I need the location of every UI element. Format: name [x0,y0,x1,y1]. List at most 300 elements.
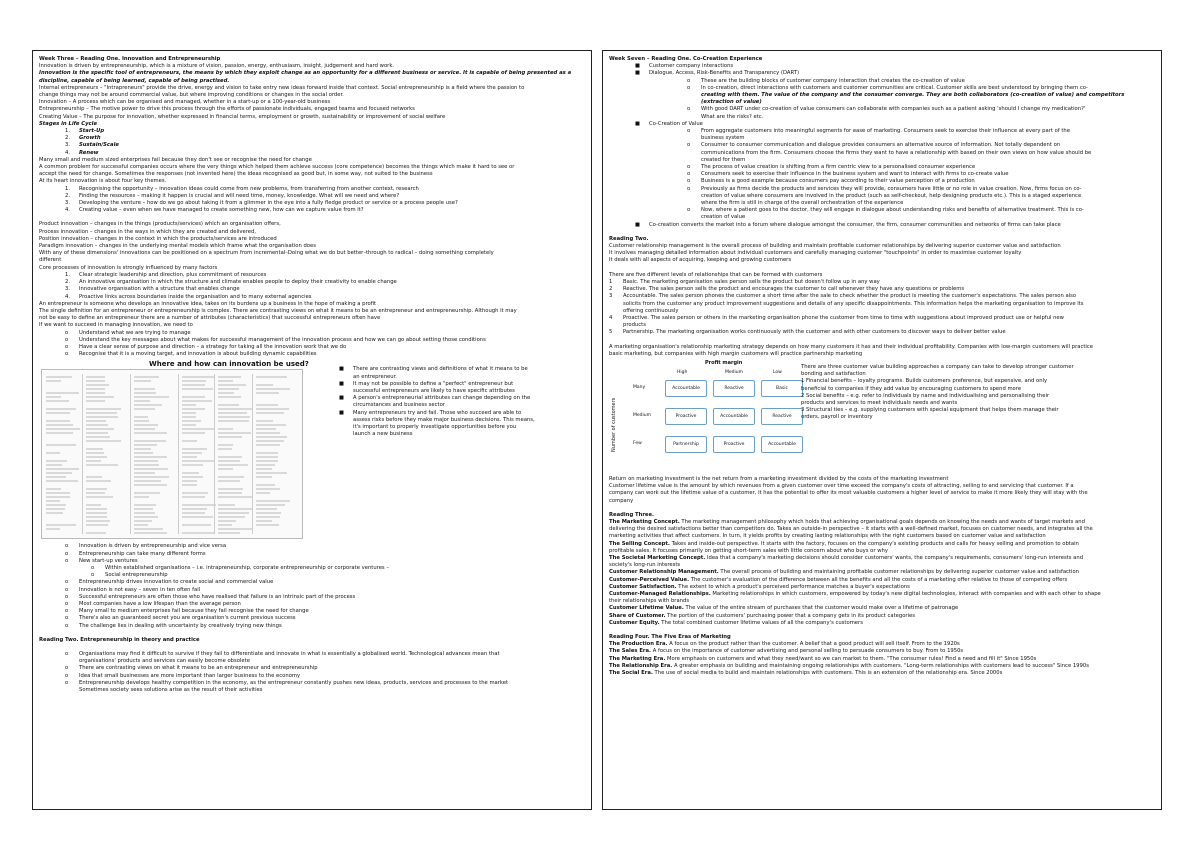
table-text-stroke [134,520,152,522]
co-creation-bullet [609,150,1155,157]
matrix-row-label: Medium [633,412,651,418]
table-text-stroke [134,448,151,450]
spacer [609,265,1155,272]
table-text-stroke [256,420,273,422]
table-text-stroke [182,452,202,454]
concept-text: profitable sales. It focuses primarily on getting short-term sales with little concern about who buys or why [609,547,888,554]
theory-bullet [39,673,585,680]
table-text-stroke [134,428,155,430]
side-note [339,381,589,388]
para-line: A common problem for successful companies occurs where the very things which helped them achieve success (core competence) becomes the things which make it hard to see or [39,164,515,171]
table-text-stroke [256,524,279,526]
concept-text: The overall process of building and maintaining profitable customer relationships by delivering superior customer value and satisfaction [718,569,1079,576]
table-text-stroke [256,432,280,434]
co-creation-bullet [609,164,1155,171]
concept-definition [609,519,1155,526]
era-item [609,663,1155,670]
item-text: From aggregate customers into meaningful segments for ease of marketing. Consumers seek to exercise their influence at every part of the [701,128,1070,135]
theme-item [39,186,585,193]
table-text-stroke [182,512,205,514]
table-text-stroke [134,444,157,446]
table-text-stroke [218,404,239,406]
side-note [339,424,589,431]
side-note [339,366,589,373]
table-text-stroke [86,448,103,450]
table-text-stroke [86,496,113,498]
co-creation-bullet [609,171,1155,178]
concept-text: Marketing relationships in which customers, empowered by today's new digital technologies, interact with companies and with each other to shape [710,590,1101,597]
item-text: where the firm is still in charge of the overall orchestration of the experience [701,200,904,207]
table-text-stroke [134,508,153,510]
concept-text: The extent to which a product's perceived performance matches a buyer's expectations [676,583,910,590]
table-text-stroke [86,492,105,494]
co-creation-bullet [609,178,1155,185]
table-text-stroke [46,380,61,382]
table-text-stroke [134,404,162,406]
table-divider [178,374,179,534]
item-text: Successful entrepreneurs are often those who have realised that failure is an intrinsic part of the process [79,593,356,600]
bullet-icon: o [65,351,69,358]
table-text-stroke [182,396,205,398]
item-text: Basic. The marketing organisation sales person sells the product but doesn't follow up in any way [623,278,880,285]
concept-text: The value of the entire stream of purchases that the customer would make over a lifetime of patronage [683,605,959,612]
concept-definition [609,533,1155,540]
table-text-stroke [134,460,158,462]
table-text-stroke [256,508,277,510]
roi-line: company [609,497,634,504]
bullet-icon: o [65,593,69,600]
bullet-icon: ■ [635,221,640,228]
item-text: Reactive. The sales person sells the product and encourages the customer to call whenever they have any questions or problems [623,286,965,293]
concept-definition [609,605,1155,612]
bullet-icon: o [65,557,69,564]
era-term: The Marketing Era. [609,655,666,662]
table-text-stroke [46,480,78,482]
bullet-icon: o [65,665,69,672]
co-creation-bullet [609,222,1155,229]
table-text-stroke [256,472,287,474]
bullet-icon: o [65,608,69,615]
concept-term: Customer Equity. [609,619,660,626]
item-text: It may not be possible to define a "perfect" entrepreneur but [353,380,514,387]
table-text-stroke [86,516,107,518]
intro-line: change things may not be around commercial value, but where improving conditions or changes in the social order. [39,92,344,99]
page-heading: Week Seven – Reading One. Co-Creation Experience [609,56,763,62]
concept-definition [609,569,1155,576]
theme-item [39,193,585,200]
table-text-stroke [182,428,215,430]
table-text-stroke [218,468,233,470]
roi-line: Return on marketing investment is the net return from a marketing investment divided by the costs of the marketing investment [609,475,949,482]
co-creation-bullet [609,99,1155,106]
bullet-icon: o [65,336,69,343]
intro-line: Innovation is the specific tool of entrepreneurs, the means by which they exploit change as an opportunity for a different business or service. It is capable of being presented as a [39,70,572,77]
summary-bullet [39,558,585,565]
table-text-stroke [256,436,287,438]
bullet-icon: o [65,329,69,336]
innovation-type-line: Process innovation – changes in the ways in which they are created and delivered, [39,228,257,235]
table-text-stroke [134,420,149,422]
table-text-stroke [256,444,280,446]
concept-term: Share of Customer. [609,612,666,619]
table-text-stroke [218,388,239,390]
item-text: Entrepreneurship drives innovation to create social and commercial value [79,579,274,586]
table-text-stroke [86,400,105,402]
bullet-icon: o [65,600,69,607]
bullet-icon: o [65,543,69,550]
table-text-stroke [46,376,72,378]
table-text-stroke [86,508,107,510]
table-text-stroke [86,388,105,390]
table-text-stroke [256,440,284,442]
table-text-stroke [86,416,118,418]
concept-definition [609,562,1155,569]
left-page [32,50,592,810]
era-term: The Relationship Era. [609,662,673,669]
item-number: 3. [65,142,71,149]
bullet-icon: o [65,622,69,629]
table-text-stroke [256,376,287,378]
table-text-stroke [134,456,167,458]
co-creation-bullet [609,78,1155,85]
item-text: Organisations may find it difficult to survive if they fail to differentiate and innovate in what is essentially a globalised world. Technological advances mean that [79,650,500,657]
co-creation-bullet [609,157,1155,164]
bullet-icon: o [687,142,691,149]
approach-line: 1 Financial benefits – loyalty programs. Builds customers preference, but expensive, and only [801,378,1048,385]
item-text: created for them [701,156,746,163]
bullet-icon: ■ [339,395,344,402]
bullet-icon: o [687,77,691,84]
table-text-stroke [134,532,167,534]
concept-text: The marketing management philosophy which holds that achieving organisational goals depends on knowing the needs and wants of target markets and [679,518,1085,525]
table-text-stroke [182,376,215,378]
co-creation-bullet [609,128,1155,135]
table-text-stroke [256,384,273,386]
concept-definition [609,526,1155,533]
table-text-stroke [218,392,234,394]
item-text: The process of value creation is shifting from a firm centric view to a personalised consumer experience [701,164,976,171]
approach-line: 2 Social benefits – e.g. refer to individuals by name and individualising and personalising their [801,392,1050,399]
table-text-stroke [218,512,249,514]
item-number: 4. [65,207,71,214]
table-text-stroke [134,432,167,434]
table-text-stroke [46,496,70,498]
side-note [339,395,589,402]
entrepreneur-line: not be easy to define an entrepreneur there are a number of attributes (characteristics) that successful entrepreneurs often have [39,315,381,322]
item-text: Recognise that it is a moving target, and innovation is about building dynamic capabilities [79,351,317,358]
item-number: 2. [65,279,71,286]
innovation-type-line: Core processes of innovation is strongly influenced by many factors [39,264,218,271]
co-creation-bullet [609,70,1155,77]
need-item [39,330,585,337]
table-text-stroke [134,472,155,474]
item-text: organisations' products and services can easily become obsolete [79,658,250,665]
table-text-stroke [256,488,280,490]
section-heading: Reading Three. [609,511,655,518]
table-text-stroke [182,424,196,426]
bullet-icon: ■ [339,380,344,387]
table-text-stroke [218,456,242,458]
item-text: Sometimes society sees solutions arise as the result of their activities [79,686,263,693]
table-text-stroke [134,400,150,402]
co-creation-bullet [609,63,1155,70]
concept-definition [609,548,1155,555]
table-text-stroke [256,464,275,466]
table-text-stroke [182,388,213,390]
stage-item [39,150,585,157]
concept-definition [609,591,1155,598]
co-creation-bullet [609,135,1155,142]
spacer [609,229,1155,236]
table-text-stroke [182,480,197,482]
item-text: Many entrepreneurs try and fail. Those who succeed are able to [353,409,522,416]
item-text: Understand what we are trying to manage [79,329,191,336]
item-text: Proactive links across boundaries inside the organisation and to many external agencies [79,293,312,300]
approach-line: beneficial to companies if they add value by encouraging customers to spend more [801,385,1022,392]
item-number: 3. [65,200,71,207]
matrix-cell: Proactive [665,408,707,425]
table-text-stroke [134,376,159,378]
table-text-stroke [46,524,76,526]
table-text-stroke [46,488,61,490]
summary-bullet [39,623,585,630]
era-item [609,648,1155,655]
spacer [39,630,585,637]
intro-line: Creating Value – The purpose for innovation, whether expressed in financial terms, employment or growth, sustainability or improvement of social welfare [39,113,446,120]
concept-definition [609,541,1155,548]
bullet-icon: ■ [339,409,344,416]
table-text-stroke [46,424,73,426]
matrix-column-label: Low [773,369,782,375]
concept-text: Idea that a company's marketing decisions should consider customers' wants, the company's requirements, consumers' long-run interests and [705,554,1084,561]
item-text: Most companies have a low lifespan than the average person [79,600,241,607]
summary-bullet [39,615,585,622]
table-text-stroke [256,392,279,394]
item-text: Business is a good example because consumers pay according to their value perception of a production [701,178,975,185]
table-text-stroke [256,460,278,462]
table-text-stroke [218,460,240,462]
table-text-stroke [182,484,197,486]
table-text-stroke [218,384,246,386]
item-number: 4. [65,149,71,156]
side-note [339,374,589,381]
intro-line: discipline, capable of being learned, capable of being practised. [39,77,230,84]
levels-intro: There are five different levels of relationships that can be formed with customers [609,271,823,278]
era-term: The Social Era. [609,670,653,676]
item-text: it's important to properly investigate opportunities before you [353,423,517,430]
summary-bullet [39,543,585,550]
spacer [39,644,585,651]
intro-line: Internal entrepreneurs – "Intrapreneurs" provide the drive, energy and vision to take entry new ideas forward inside that context. Social entrepreneurship is a field where the passion to [39,84,525,91]
table-text-stroke [182,384,205,386]
summary-bullet [39,565,585,572]
table-text-stroke [256,516,280,518]
table-text-stroke [182,440,197,442]
table-text-stroke [218,508,252,510]
bullet-icon: o [687,164,691,171]
table-text-stroke [134,380,151,382]
matrix-cell: Accountable [713,408,755,425]
item-text: Dialogue, Access, Risk-Benefits and Transparency (DART) [649,70,800,77]
table-text-stroke [46,452,60,454]
table-text-stroke [256,492,270,494]
table-text-stroke [256,452,278,454]
table-text-stroke [182,416,196,418]
item-text: Social entrepreneurship [105,572,168,579]
level-item [609,329,1155,336]
theme-item [39,207,585,214]
factor-item [39,279,585,286]
crm-line: It involves managing detailed information about individual customers and carefully managing customer "touchpoints" in order to maximise customer loyalty [609,250,1022,257]
bullet-icon: o [65,679,69,686]
table-text-stroke [182,460,215,462]
approach-line: products and services to meet individuals needs and wants [801,399,958,406]
item-text: Idea that small businesses are more important than larger business to the economy [79,672,301,679]
approach-line: 3 Structural ties – e.g. supplying customers with special equipment that helps them manage their [801,407,1059,414]
table-text-stroke [256,500,290,502]
table-text-stroke [218,432,251,434]
matrix-column-label: Medium [725,369,743,375]
item-text: There are contrasting views on what it means to be an entrepreneur and entrepreneurship [79,665,318,672]
table-text-stroke [86,440,121,442]
item-text: Now, where a patient goes to the doctor, they will engage in dialogue about understanding risks and benefits of alternative treatment. This is co- [701,207,1084,214]
table-text-stroke [86,460,101,462]
table-text-stroke [218,444,233,446]
item-text: Partnership. The marketing organisation works continuously with the customer and with other customers to discover ways to deliver better value [623,329,1006,336]
concept-text: The total combined customer lifetime values of all the company's customers [659,619,863,626]
matrix-row-label: Few [633,440,642,446]
table-text-stroke [46,508,65,510]
table-divider [130,374,131,534]
table-text-stroke [86,476,102,478]
spacer [609,627,1155,634]
bullet-icon: o [687,106,691,113]
table-text-stroke [86,412,117,414]
table-text-stroke [182,404,196,406]
table-text-stroke [46,492,70,494]
level-item [609,279,1155,286]
table-text-stroke [46,420,70,422]
table-text-stroke [134,392,156,394]
bullet-icon: o [65,650,69,657]
level-item [609,301,1155,308]
item-text: Entrepreneurship develops healthy competition in the economy, as the entrepreneur constantly pushes new ideas, products, services and processes to the market [79,679,509,686]
item-text: Co-Creation of Value [649,120,703,127]
roi-line: Customer lifetime value is the amount by which revenues from a given customer over time exceed the company's costs of attracting, selling to and servicing that customer. If a [609,483,1074,490]
intro-line: Stages in Life Cycle [39,120,98,127]
bullet-icon: ■ [635,120,640,127]
table-text-stroke [86,512,107,514]
era-text: The use of social media to build and maintain relationships with customers. This is an extension of the relationship era. Since 2000s [652,670,1003,676]
table-text-stroke [134,452,153,454]
matrix-cell: Accountable [761,436,803,453]
level-item [609,308,1155,315]
item-text: assess risks before they make major business decisions. This means, [353,416,535,423]
item-text: With good DART under co-creation of value consumers can collaborate with companies such as a patient asking 'should I change my medication?' [701,106,1086,113]
item-text: Renew [79,149,99,156]
item-text: (extraction of value) [701,99,762,106]
bullet-icon: o [687,207,691,214]
table-text-stroke [46,528,60,530]
concept-text: delivering the desired satisfactions better than competitors do. Takes an outside-in perspective – it starts with a well-defined market, focuses on customer needs, and integrates all the [609,526,1093,533]
item-text: Entrepreneurship can take many different forms [79,550,206,557]
table-text-stroke [182,472,199,474]
item-text: An innovative organisation in which the structure and climate enables people to deploy their creativity to enable change [79,279,397,286]
table-text-stroke [134,496,149,498]
table-text-stroke [182,380,206,382]
matrix-cell: Partnership [665,436,707,453]
bullet-icon: o [65,550,69,557]
summary-bullet [39,601,585,608]
para-line: Many small and medium sized enterprises fail because they don't see or recognise the need for change [39,156,312,163]
table-text-stroke [86,488,107,490]
bullet-icon: o [65,672,69,679]
item-text: Innovative organisation with a structure that enables change [79,286,240,293]
table-text-stroke [134,424,158,426]
item-text: Sustain/Scale [79,142,119,149]
table-text-stroke [134,468,168,470]
level-item [609,315,1155,322]
table-text-stroke [86,452,104,454]
table-text-stroke [86,520,110,522]
table-text-stroke [86,424,108,426]
bullet-icon: o [687,84,691,91]
table-text-stroke [46,392,79,394]
table-text-stroke [86,392,105,394]
table-text-stroke [46,464,62,466]
era-item [609,656,1155,663]
table-text-stroke [86,396,114,398]
concept-definition [609,613,1155,620]
table-text-stroke [46,428,80,430]
table-divider [82,374,83,534]
co-creation-bullet [609,92,1155,99]
concept-text: their relationships with brands [609,598,690,605]
item-text: Proactive. The sales person or others in the marketing organisation phone the customer from time to time with suggestions about improved product use or helpful new [623,314,1064,321]
table-text-stroke [134,516,158,518]
need-item [39,351,585,358]
figure-table-image [41,369,303,539]
table-text-stroke [256,468,272,470]
item-text: solicits from the customer any product improvement suggestions and details of any specific disappointments. This information helps the marketing organisation to improve its [623,300,1084,307]
table-text-stroke [134,504,156,506]
table-text-stroke [134,480,161,482]
item-text: Have a clear sense of purpose and direction – a strategy for taking all the innovation work that we do [79,343,347,350]
table-text-stroke [86,504,101,506]
matrix-title: Profit margin [705,359,743,366]
section-heading: Reading Two. [609,235,649,242]
item-text: Recognising the opportunity – innovation ideas could come from new problems, from transferring from another context, research [79,185,419,192]
need-item [39,344,585,351]
para-line: At its heart innovation is about four key themes. [39,178,167,185]
item-text: Developing the venture – how do we go about taking it from a glimmer in the eye into a fully fledge product or service or a process people use? [79,200,458,207]
table-divider [252,374,253,534]
co-creation-bullet [609,200,1155,207]
table-text-stroke [86,376,105,378]
table-text-stroke [218,532,240,534]
bullet-icon: o [65,579,69,586]
concept-definition [609,555,1155,562]
item-text: Previously as firms decide the products and services they will provide, consumers have little or no role in value creation. Now, firms focus on co- [701,185,1082,192]
table-text-stroke [134,416,148,418]
entrepreneur-line: If we want to succeed in managing innovation, we need to [39,322,193,329]
intro-line: Innovation – A process which can be organised and managed, whether in a start-up or a 100-year-old business [39,99,331,106]
strategy-line: A marketing organisation's relationship marketing strategy depends on how many customers it has and their individual profitability. Companies with low-margin customers will practice [609,343,1093,350]
item-text: Accountable. The sales person phones the customer a short time after the sale to check whether the product is meeting the customer's expectations. The sales person also [623,293,1077,300]
innovation-figure [39,360,585,540]
item-number: 5 [609,329,613,336]
item-text: What are the risks? etc. [701,113,764,120]
